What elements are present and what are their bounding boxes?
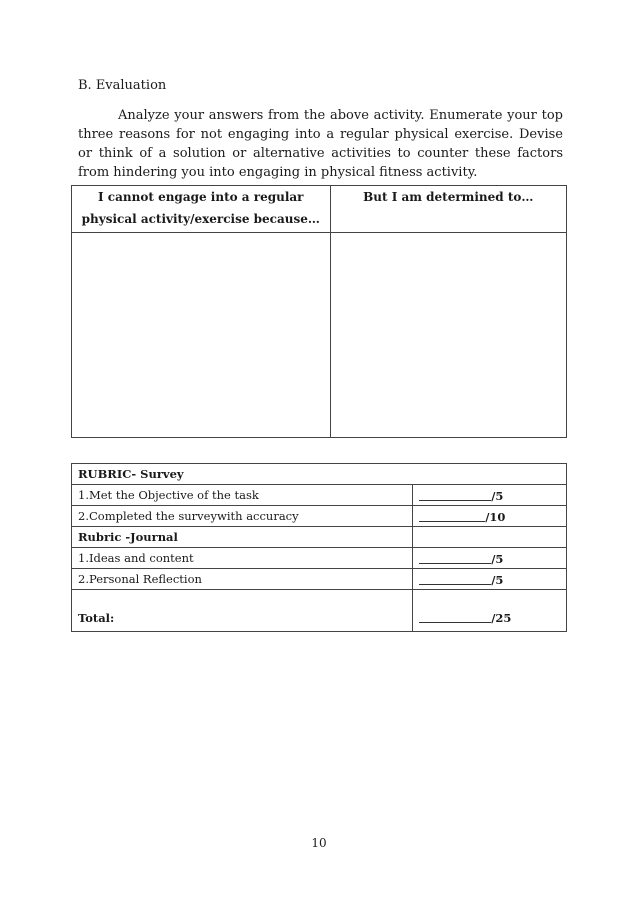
reasons-header-left-line2: physical activity/exercise because… (81, 212, 320, 226)
rubric-table (71, 463, 567, 632)
rubric-section-title: Rubric -Journal (72, 527, 413, 548)
rubric-max-score: /25 (491, 611, 512, 625)
reasons-answer-cell-left[interactable] (72, 233, 331, 438)
rubric-score-cell (413, 569, 567, 590)
rubric-max-score: /5 (491, 488, 504, 503)
page-number: 10 (311, 836, 327, 850)
rubric-criterion: 1.Met the Objective of the task (72, 485, 413, 506)
rubric-score-cell (413, 485, 567, 506)
rubric-total-label: Total: (72, 590, 413, 632)
rubric-criterion: 1.Ideas and content (72, 548, 413, 569)
score-blank[interactable] (419, 572, 491, 585)
rubric-criterion: 2.Completed the surveywith accuracy (72, 506, 413, 527)
rubric-row (72, 506, 567, 527)
rubric-max-score: /5 (491, 572, 504, 587)
rubric-criterion: 2.Personal Reflection (72, 569, 413, 590)
reasons-answer-row (72, 233, 567, 438)
score-blank[interactable] (419, 488, 491, 501)
score-blank[interactable] (419, 610, 491, 623)
rubric-max-score: /5 (491, 551, 504, 566)
rubric-section-title: RUBRIC- Survey (72, 464, 567, 485)
rubric-score-cell (413, 506, 567, 527)
rubric-row (72, 485, 567, 506)
rubric-max-score: /10 (485, 509, 506, 524)
rubric-row (72, 569, 567, 590)
rubric-score-cell (413, 548, 567, 569)
rubric-row (72, 527, 567, 548)
rubric-score-cell (413, 527, 567, 548)
section-heading: B. Evaluation (78, 78, 167, 93)
score-blank[interactable] (419, 551, 491, 564)
rubric-row (72, 548, 567, 569)
rubric-row (72, 464, 567, 485)
reasons-header-right: But I am determined to… (330, 186, 566, 233)
reasons-header-left (72, 186, 331, 233)
score-blank[interactable] (419, 509, 485, 522)
reasons-answer-cell-right[interactable] (330, 233, 566, 438)
reasons-header-row (72, 186, 567, 233)
reasons-table (71, 185, 567, 438)
rubric-score-cell (413, 590, 567, 632)
instructions-paragraph: Analyze your answers from the above activity. Enumerate your top three reasons for not engaging into a regular physical exercise. Devise or think of a solution or alternative activities to counter these factors from hindering you into engaging in physical fitness activity. (78, 108, 563, 180)
reasons-header-left-line1: I cannot engage into a regular (98, 190, 304, 204)
rubric-total-row (72, 590, 567, 632)
